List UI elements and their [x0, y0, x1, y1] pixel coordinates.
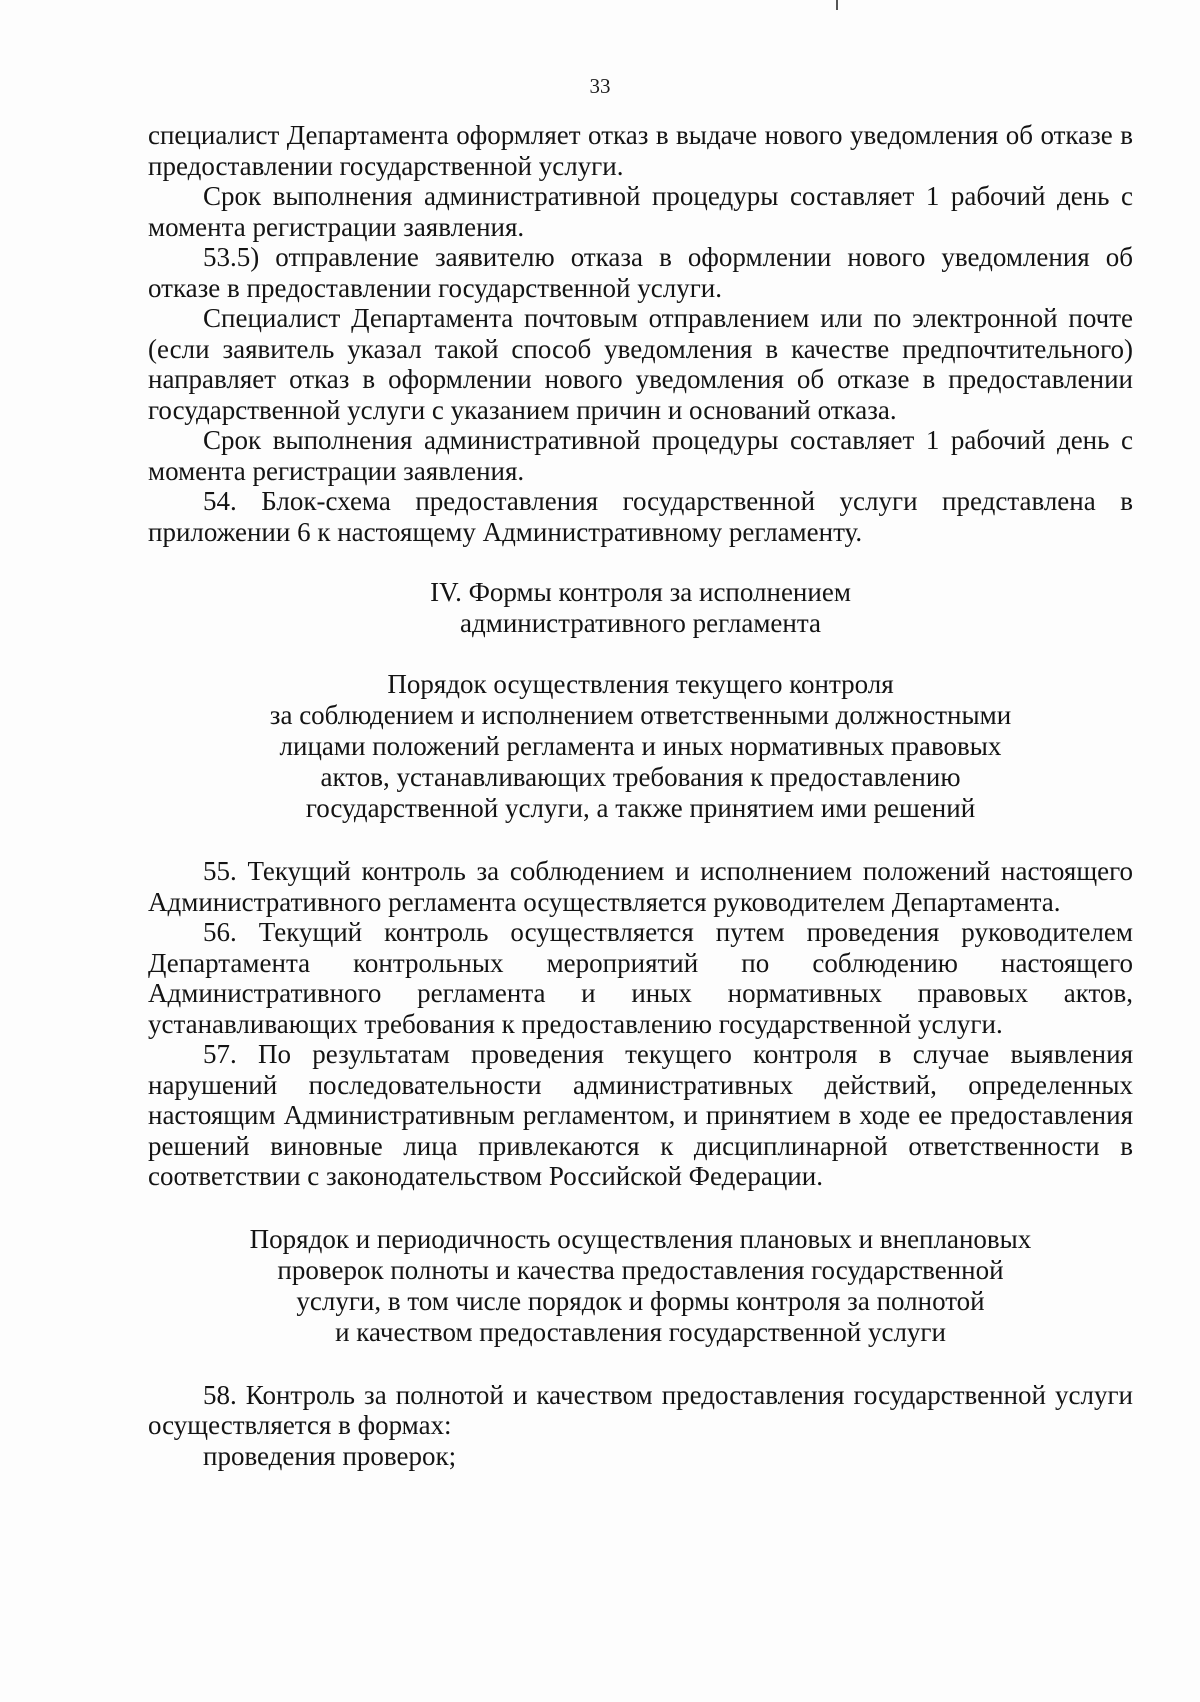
subheading-1-line-3: лицами положений регламента и иных нормативных правовых	[279, 731, 1002, 761]
paragraph-middle-1: 56. Текущий контроль осуществляется путем проведения руководителем Департамента контрольных мероприятий по соблюдению настоящего Административного регламента и иных нормативных правовых актов, устанавливающих требования к предоставлению государственной услуги.	[148, 917, 1133, 1039]
paragraph-middle-2: 57. По результатам проведения текущего контроля в случае выявления нарушений последовательности административных действий, определенных настоящим Административным регламентом, и принятием в ходе ее предоставления решений виновные лица привлекаются к дисциплинарной ответственности в соответствии с законодательством Российской Федерации.	[148, 1039, 1133, 1191]
page-number: 33	[589, 74, 611, 98]
document-body	[148, 120, 1133, 1471]
subheading-inspections	[148, 1224, 1133, 1348]
subheading-1-line-5: государственной услуги, а также принятием ими решений	[305, 793, 976, 823]
scan-artifact-mark	[836, 0, 838, 10]
paragraph-top-4: Срок выполнения административной процедуры составляет 1 рабочий день с момента регистрации заявления.	[148, 425, 1133, 486]
subheading-2-line-3: услуги, в том числе порядок и формы контроля за полнотой	[296, 1285, 985, 1316]
paragraph-top-1: Срок выполнения административной процедуры составляет 1 рабочий день с момента регистрации заявления.	[148, 181, 1133, 242]
subheading-1-line-2: за соблюдением и исполнением ответственными должностными	[269, 700, 1012, 730]
paragraph-top-5: 54. Блок-схема предоставления государственной услуги представлена в приложении 6 к настоящему Административному регламенту.	[148, 486, 1133, 547]
section-heading-line-2: административного регламента	[460, 608, 821, 638]
subheading-2-line-2: проверок полноты и качества предоставления государственной	[277, 1254, 1004, 1285]
paragraph-top-0: специалист Департамента оформляет отказ в выдаче нового уведомления об отказе в предоставлении государственной услуги.	[148, 120, 1133, 181]
paragraph-top-2: 53.5) отправление заявителю отказа в оформлении нового уведомления об отказе в предоставлении государственной услуги.	[148, 242, 1133, 303]
subheading-2-line-1: Порядок и периодичность осуществления плановых и внеплановых	[249, 1223, 1032, 1254]
subheading-1-line-1: Порядок осуществления текущего контроля	[387, 669, 894, 699]
section-heading-line-1: IV. Формы контроля за исполнением	[430, 577, 851, 607]
subheading-current-control	[148, 669, 1133, 824]
subheading-2-line-4: и качеством предоставления государственной услуги	[335, 1316, 946, 1347]
paragraph-top-3: Специалист Департамента почтовым отправлением или по электронной почте (если заявитель указал такой способ уведомления в качестве предпочтительного) направляет отказ в оформлении нового уведомления об отказе в предоставлении государственной услуги с указанием причин и оснований отказа.	[148, 303, 1133, 425]
paragraph-bottom-0: 58. Контроль за полнотой и качеством предоставления государственной услуги осуществляется в формах:	[148, 1379, 1133, 1440]
subheading-1-line-4: актов, устанавливающих требования к предоставлению	[320, 762, 961, 792]
paragraph-middle-0: 55. Текущий контроль за соблюдением и исполнением положений настоящего Административного регламента осуществляется руководителем Департамента.	[148, 856, 1133, 917]
paragraph-bottom-1: проведения проверок;	[203, 1440, 457, 1471]
section-heading	[148, 577, 1133, 639]
